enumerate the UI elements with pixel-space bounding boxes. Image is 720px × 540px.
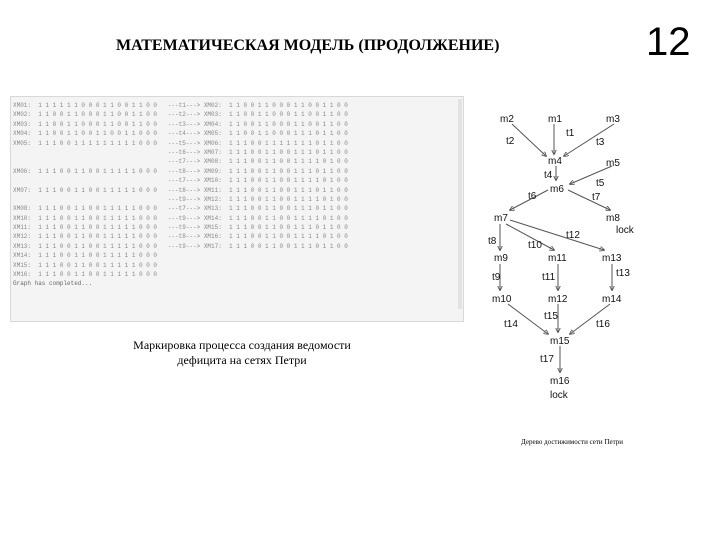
- node-m3: m3: [606, 114, 620, 125]
- node-m13: m13: [602, 253, 622, 264]
- trace-row: ---t9---> XM12: 1 1 1 0 0 1 1 0 0 1 1 1 1 0 1 0 0: [13, 195, 348, 203]
- trace-row: XM01: 1 1 1 1 1 1 0 0 0 1 1 0 0 1 1 0 0 ---t1---> XM02: 1 1 0 0 1 1 0 0 0 1 1 0 0 1 1 0 0: [13, 102, 348, 109]
- trace-row: XM05: 1 1 1 0 0 1 1 1 1 1 1 1 1 1 0 0 0 ---t5---> XM06: 1 1 1 0 0 1 1 1 1 1 1 1 0 1 1 0 0: [13, 139, 348, 147]
- label-t13: t13: [616, 268, 630, 279]
- marking-caption: [116, 338, 368, 368]
- edge-t7: [568, 190, 610, 210]
- trace-scrollbar[interactable]: [458, 99, 462, 309]
- node-m10: m10: [492, 294, 512, 305]
- trace-row: XM12: 1 1 1 0 0 1 1 0 0 1 1 1 1 1 0 0 0 ---t8---> XM16: 1 1 1 0 0 1 1 0 0 1 1 1 1 0 1 0 0: [13, 233, 348, 241]
- trace-row: XM16: 1 1 1 0 0 1 1 0 0 1 1 1 1 1 0 0 0: [13, 271, 158, 279]
- node-m8: m8: [606, 213, 620, 224]
- trace-row: XM07: 1 1 1 0 0 1 1 0 0 1 1 1 1 1 0 0 0 ---t8---> XM11: 1 1 1 0 0 1 1 0 0 1 1 1 0 1 1 0 0: [13, 186, 348, 194]
- slide-title: МАТЕМАТИЧЕСКАЯ МОДЕЛЬ (ПРОДОЛЖЕНИЕ): [116, 37, 500, 54]
- label-t15: t15: [544, 311, 558, 322]
- reachability-tree: [482, 108, 642, 408]
- edge-t12: [510, 220, 604, 250]
- node-m7: m7: [494, 213, 508, 224]
- label-t5: t5: [596, 178, 605, 189]
- label-t10: t10: [528, 240, 542, 251]
- label-t1: t1: [566, 128, 575, 139]
- trace-row: ---t7---> XM10: 1 1 1 0 0 1 1 0 0 1 1 1 1 0 1 0 0: [13, 177, 348, 185]
- slide-number: 12: [646, 20, 691, 64]
- node-m2: m2: [500, 114, 514, 125]
- node-m15: m15: [550, 336, 570, 347]
- trace-row: XM11: 1 1 1 0 0 1 1 0 0 1 1 1 1 1 0 0 0 ---t9---> XM15: 1 1 1 0 0 1 1 0 0 1 1 1 0 1 1 0 0: [13, 224, 348, 232]
- label-t4: t4: [544, 170, 553, 181]
- trace-row: ---t6---> XM07: 1 1 1 0 0 1 1 0 0 1 1 1 0 1 1 0 0: [13, 148, 348, 156]
- marking-caption-line1: Маркировка процесса создания ведомости: [133, 338, 351, 352]
- node-m1: m1: [548, 114, 562, 125]
- edge-t2: [512, 124, 546, 156]
- label-t12: t12: [566, 230, 580, 241]
- node-m4: m4: [548, 156, 562, 167]
- node-m12: m12: [548, 294, 568, 305]
- label-t2: t2: [506, 136, 515, 147]
- node-lock-2: lock: [550, 390, 568, 401]
- label-t11: t11: [542, 272, 556, 283]
- trace-row: XM10: 1 1 1 0 0 1 1 0 0 1 1 1 1 1 0 0 0 ---t9---> XM14: 1 1 1 0 0 1 1 0 0 1 1 1 1 0 1 0 0: [13, 214, 348, 222]
- trace-rows: [13, 101, 461, 279]
- node-lock-1: lock: [616, 225, 634, 236]
- node-m11: m11: [548, 253, 567, 264]
- node-m16: m16: [550, 376, 570, 387]
- label-t7: t7: [592, 192, 601, 203]
- trace-row: XM15: 1 1 1 0 0 1 1 0 0 1 1 1 1 1 0 0 0: [13, 261, 158, 269]
- trace-row: XM13: 1 1 1 0 0 1 1 0 0 1 1 1 1 1 0 0 0 ---t9---> XM17: 1 1 1 0 0 1 1 0 0 1 1 1 0 1 1 0 0: [13, 242, 348, 250]
- node-m6: m6: [550, 184, 564, 195]
- label-t3: t3: [596, 137, 605, 148]
- trace-row: XM14: 1 1 1 0 0 1 1 0 0 1 1 1 1 1 0 0 0: [13, 252, 158, 260]
- label-t16: t16: [596, 319, 610, 330]
- marking-caption-line2: дефицита на сетях Петри: [177, 353, 307, 367]
- tree-caption: Дерево достижимости сети Петри: [521, 438, 623, 446]
- trace-row: XM06: 1 1 1 0 0 1 1 0 0 1 1 1 1 1 0 0 0 ---t8---> XM09: 1 1 1 0 0 1 1 0 0 1 1 1 0 1 1 0 0: [13, 167, 348, 175]
- node-m14: m14: [602, 294, 622, 305]
- trace-row: XM02: 1 1 0 0 1 1 0 0 0 1 1 0 0 1 1 0 0 ---t2---> XM03: 1 1 0 0 1 1 0 0 0 1 1 0 0 1 1 0 0: [13, 111, 348, 119]
- node-m9: m9: [494, 253, 508, 264]
- node-m5: m5: [606, 158, 620, 169]
- trace-row: XM04: 1 1 0 0 1 1 0 0 1 1 0 0 1 1 0 0 0 ---t4---> XM05: 1 1 0 0 1 1 0 0 0 1 1 1 0 1 1 0 0: [13, 130, 348, 138]
- marking-trace-panel: [10, 96, 464, 322]
- trace-footer: Graph has completed...: [13, 280, 93, 288]
- trace-row: XM08: 1 1 1 0 0 1 1 0 0 1 1 1 1 1 0 0 0 ---t7---> XM13: 1 1 1 0 0 1 1 0 0 1 1 1 0 1 1 0 0: [13, 205, 348, 213]
- trace-row: XM03: 1 1 0 0 1 1 0 0 0 1 1 0 0 1 1 0 0 ---t3---> XM04: 1 1 0 0 1 1 0 0 0 1 1 0 0 1 1 0 0: [13, 120, 348, 128]
- label-t9: t9: [492, 272, 501, 283]
- label-t17: t17: [540, 354, 554, 365]
- label-t6: t6: [528, 191, 537, 202]
- label-t14: t14: [504, 319, 518, 330]
- label-t8: t8: [488, 236, 497, 247]
- trace-row: ---t7---> XM08: 1 1 1 0 0 1 1 0 0 1 1 1 1 0 1 0 0: [13, 158, 348, 166]
